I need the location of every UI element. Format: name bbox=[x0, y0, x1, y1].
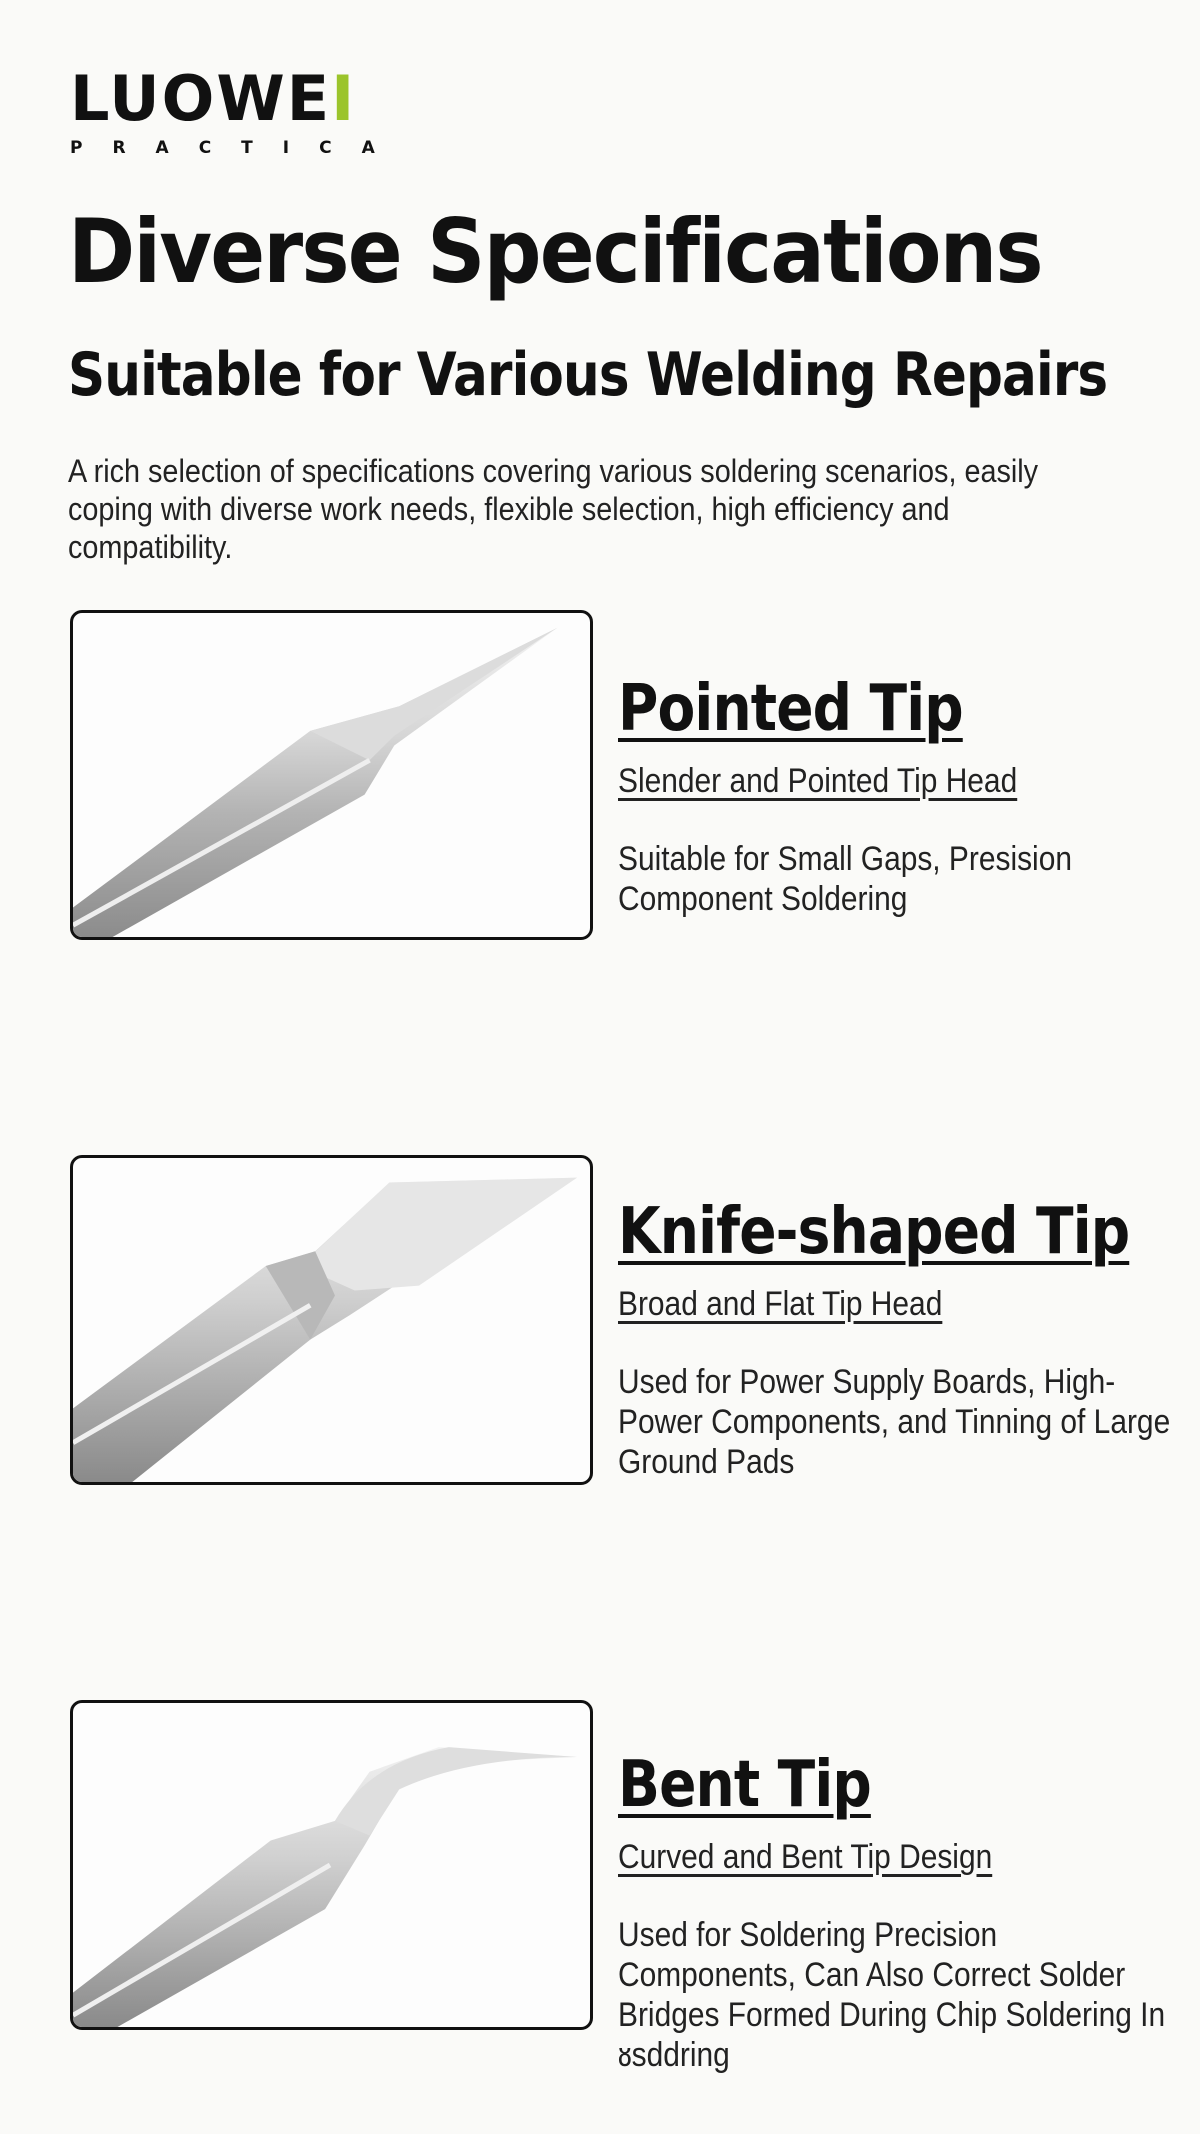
pointed-tip-info bbox=[618, 672, 1178, 919]
knife-tip-subtitle: Broad and Flat Tip Head bbox=[618, 1285, 943, 1323]
knife-tip-image bbox=[70, 1155, 593, 1485]
brand-name-left: LUOW bbox=[70, 62, 287, 135]
brand-tagline: PRACTICA bbox=[70, 138, 405, 158]
bent-tip-subtitle: Curved and Bent Tip Design bbox=[618, 1838, 993, 1876]
bent-tip-title: Bent Tip bbox=[618, 1748, 871, 1822]
brand-wordmark bbox=[70, 62, 405, 135]
bent-tip-image bbox=[70, 1700, 593, 2030]
pointed-tip-description: Suitable for Small Gaps, Presision Component Soldering bbox=[618, 840, 1072, 918]
knife-tip-info bbox=[618, 1195, 1178, 1482]
page-title: Diverse Specifications bbox=[68, 200, 1042, 303]
bent-tip-description: Used for Soldering Precision Components, Can Also Correct Solder Bridges Formed During Chip Soldering In ᴕsddring bbox=[618, 1916, 1166, 2074]
brand-logo bbox=[70, 62, 405, 158]
intro-text: A rich selection of specifications covering various soldering scenarios, easily coping with diverse work needs, flexible selection, high efficiency and compatibility. bbox=[68, 453, 1039, 565]
knife-tip-title: Knife-shaped Tip bbox=[618, 1195, 1130, 1269]
knife-tip-description: Used for Power Supply Boards, High-Power Components, and Tinning of Large Ground Pads bbox=[618, 1363, 1171, 1481]
brand-name-right: E bbox=[286, 62, 332, 135]
pointed-tip-subtitle: Slender and Pointed Tip Head bbox=[618, 762, 1018, 800]
bent-tip-info bbox=[618, 1748, 1178, 2075]
pointed-tip-title: Pointed Tip bbox=[618, 672, 963, 746]
pointed-tip-image bbox=[70, 610, 593, 940]
brand-name-accent: I bbox=[331, 62, 357, 135]
page-subtitle: Suitable for Various Welding Repairs bbox=[68, 340, 1108, 410]
